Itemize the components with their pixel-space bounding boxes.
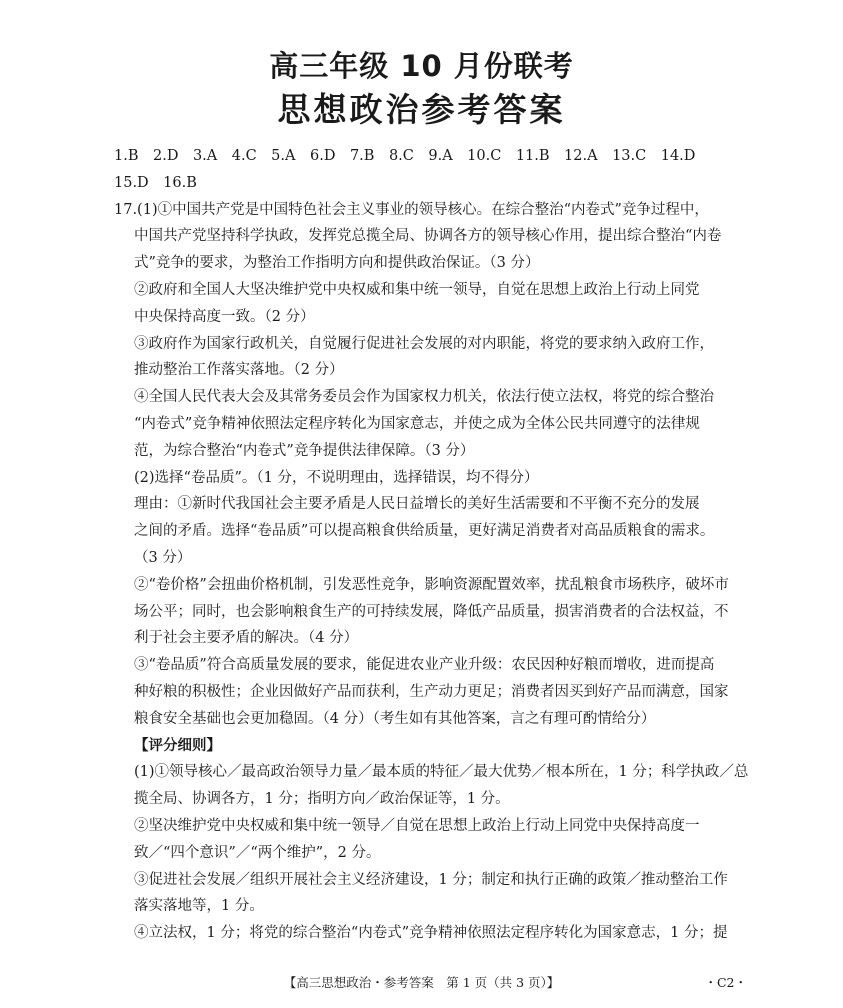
text-line: 场公平；同时，也会影响粮食生产的可持续发展，降低产品质量，损害消费者的合法权益，不 [134, 603, 729, 620]
text-line: ②“卷价格”会扭曲价格机制，引发恶性竞争，影响资源配置效率，扰乱粮食市场秩序，破坏市 [134, 576, 729, 593]
text-line: 利于社会主要矛盾的解决。（4 分） [134, 630, 359, 647]
text-line: 粮食安全基础也会更加稳固。（4 分）（考生如有其他答案，言之有理可酌情给分） [134, 710, 656, 727]
text-line: 揽全局、协调各方，1 分；指明方向／政治保证等，1 分。 [134, 791, 510, 808]
text-line: 种好粮的积极性；企业因做好产品而获利，生产动力更足；消费者因买到好产品而满意，国家 [134, 683, 729, 700]
text-line: 15.D 16.B [114, 174, 197, 191]
text-line: 致／“四个意识”／“两个维护”，2 分。 [134, 844, 381, 861]
text-line: (2)选择“卷品质”。（1 分，不说明理由，选择错误，均不得分） [134, 469, 539, 486]
text-line: 理由：①新时代我国社会主要矛盾是人民日益增长的美好生活需要和不平衡不充分的发展 [134, 496, 700, 513]
text-line: 17.(1)①中国共产党是中国特色社会主义事业的领导核心。在综合整治“内卷式”竞争过程中， [114, 201, 709, 218]
page-footer [0, 973, 843, 997]
text-line: 之间的矛盾。选择“卷品质”可以提高粮食供给质量，更好满足消费者对高品质粮食的需求。 [134, 523, 715, 540]
text-line: ③促进社会发展／组织开展社会主义经济建设，1 分；制定和执行正确的政策／推动整治工作 [134, 871, 728, 888]
text-line: ②坚决维护党中央权威和集中统一领导／自觉在思想上政治上行动上同党中央保持高度一 [134, 817, 700, 834]
text-line: 推动整治工作落实落地。（2 分） [134, 362, 344, 379]
text-line: ③政府作为国家行政机关，自觉履行促进社会发展的对内职能，将党的要求纳入政府工作， [134, 335, 714, 352]
page-subtitle: 思想政治参考答案 [277, 90, 566, 129]
text-line: (1)①领导核心／最高政治领导力量／最本质的特征／最大优势／根本所在，1 分；科学执政／总 [134, 764, 749, 781]
text-line: ③“卷品质”符合高质量发展的要求，能促进农业产业升级：农民因种好粮而增收，进而提高 [134, 657, 715, 674]
footer-code: ・C2・ [704, 975, 747, 990]
text-line: 1.B 2.D 3.A 4.C 5.A 6.D 7.B 8.C 9.A 10.C 11.B 12.A 13.C 14.D [114, 148, 696, 164]
text-line: 中央保持高度一致。（2 分） [134, 308, 315, 325]
text-line: 范，为综合整治“内卷式”竞争提供法律保障。（3 分） [134, 442, 475, 459]
answer-body [0, 143, 843, 947]
text-line: 中国共产党坚持科学执政，发挥党总揽全局、协调各方的领导核心作用，提出综合整治“内卷 [134, 228, 722, 245]
text-line: 落实落地等，1 分。 [134, 898, 264, 915]
text-line: “内卷式”竞争精神依照法定程序转化为国家意志，并使之成为全体公民共同遵守的法律规 [134, 415, 700, 432]
section-heading: 【评分细则】 [134, 736, 221, 754]
footer-page-info: 【高三思想政治・参考答案 第 1 页（共 3 页）】 [283, 975, 560, 990]
text-line: （3 分） [134, 549, 192, 566]
page-title: 高三年级 10 月份联考 [269, 49, 574, 83]
text-line: 式”竞争的要求，为整治工作指明方向和提供政治保证。（3 分） [134, 255, 540, 272]
text-line: ④全国人民代表大会及其常务委员会作为国家权力机关，依法行使立法权，将党的综合整治 [134, 389, 714, 406]
text-line: ④立法权，1 分；将党的综合整治“内卷式”竞争精神依照法定程序转化为国家意志，1 分；提 [134, 925, 728, 942]
text-line: ②政府和全国人大坚决维护党中央权威和集中统一领导，自觉在思想上政治上行动上同党 [134, 281, 700, 298]
